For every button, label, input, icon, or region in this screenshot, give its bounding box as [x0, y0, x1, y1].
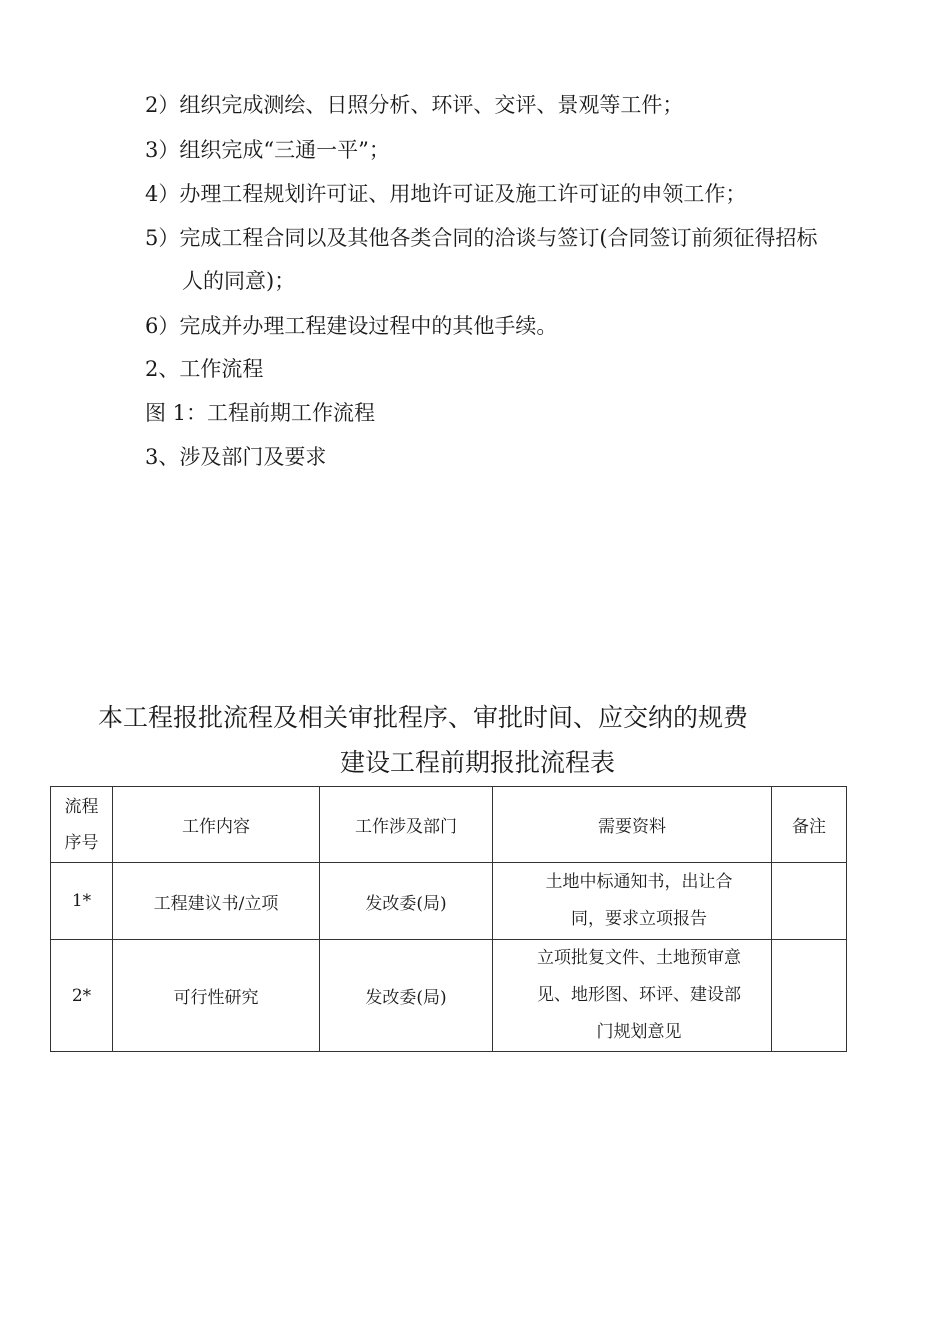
- list-item-4: 4）办理工程规划许可证、用地许可证及施工许可证的申领工作；: [145, 182, 747, 206]
- header-materials: 需要资料: [493, 787, 772, 863]
- table-row: [51, 863, 847, 940]
- materials-line: 门规划意见: [596, 1022, 682, 1042]
- header-remarks: 备注: [772, 787, 847, 863]
- row-content: 可行性研究: [113, 940, 320, 1052]
- section-3-heading: 3、涉及部门及要求: [145, 445, 327, 469]
- table-row: [51, 940, 847, 1052]
- row-dept: 发改委(局): [320, 940, 493, 1052]
- list-item-5-continued: 人的同意)；: [182, 269, 296, 293]
- materials-line: 土地中标通知书，出让合: [545, 872, 733, 892]
- list-item-3: 3）组织完成“三通一平”；: [145, 138, 390, 162]
- row-content: 工程建议书/立项: [113, 863, 320, 940]
- section-2-heading: 2、工作流程: [145, 357, 264, 381]
- approval-heading: 本工程报批流程及相关审批程序、审批时间、应交纳的规费: [98, 703, 749, 732]
- row-materials: [493, 863, 772, 940]
- list-item-2: 2）组织完成测绘、日照分析、环评、交评、景观等工件；: [145, 93, 684, 117]
- header-content: 工作内容: [113, 787, 320, 863]
- row-materials: [493, 940, 772, 1052]
- materials-line: 见、地形图、环评、建设部: [537, 985, 741, 1005]
- table-title: 建设工程前期报批流程表: [340, 748, 616, 777]
- row-remarks: [772, 940, 847, 1052]
- row-remarks: [772, 863, 847, 940]
- header-seq-line1: 流程: [64, 796, 99, 817]
- header-seq-line2: 序号: [64, 832, 99, 853]
- header-seq: [51, 787, 113, 863]
- materials-line: 立项批复文件、土地预审意: [537, 948, 741, 968]
- table-header-row: [51, 787, 847, 863]
- materials-line: 同，要求立项报告: [571, 909, 707, 929]
- figure-caption: 图 1：工程前期工作流程: [145, 401, 376, 425]
- header-dept: 工作涉及部门: [320, 787, 493, 863]
- approval-flow-table: [50, 786, 847, 1052]
- list-item-6: 6）完成并办理工程建设过程中的其他手续。: [145, 314, 558, 338]
- list-item-5: 5）完成工程合同以及其他各类合同的洽谈与签订(合同签订前须征得招标: [145, 226, 818, 250]
- row-seq: 1*: [51, 863, 113, 940]
- row-seq: 2*: [51, 940, 113, 1052]
- row-dept: 发改委(局): [320, 863, 493, 940]
